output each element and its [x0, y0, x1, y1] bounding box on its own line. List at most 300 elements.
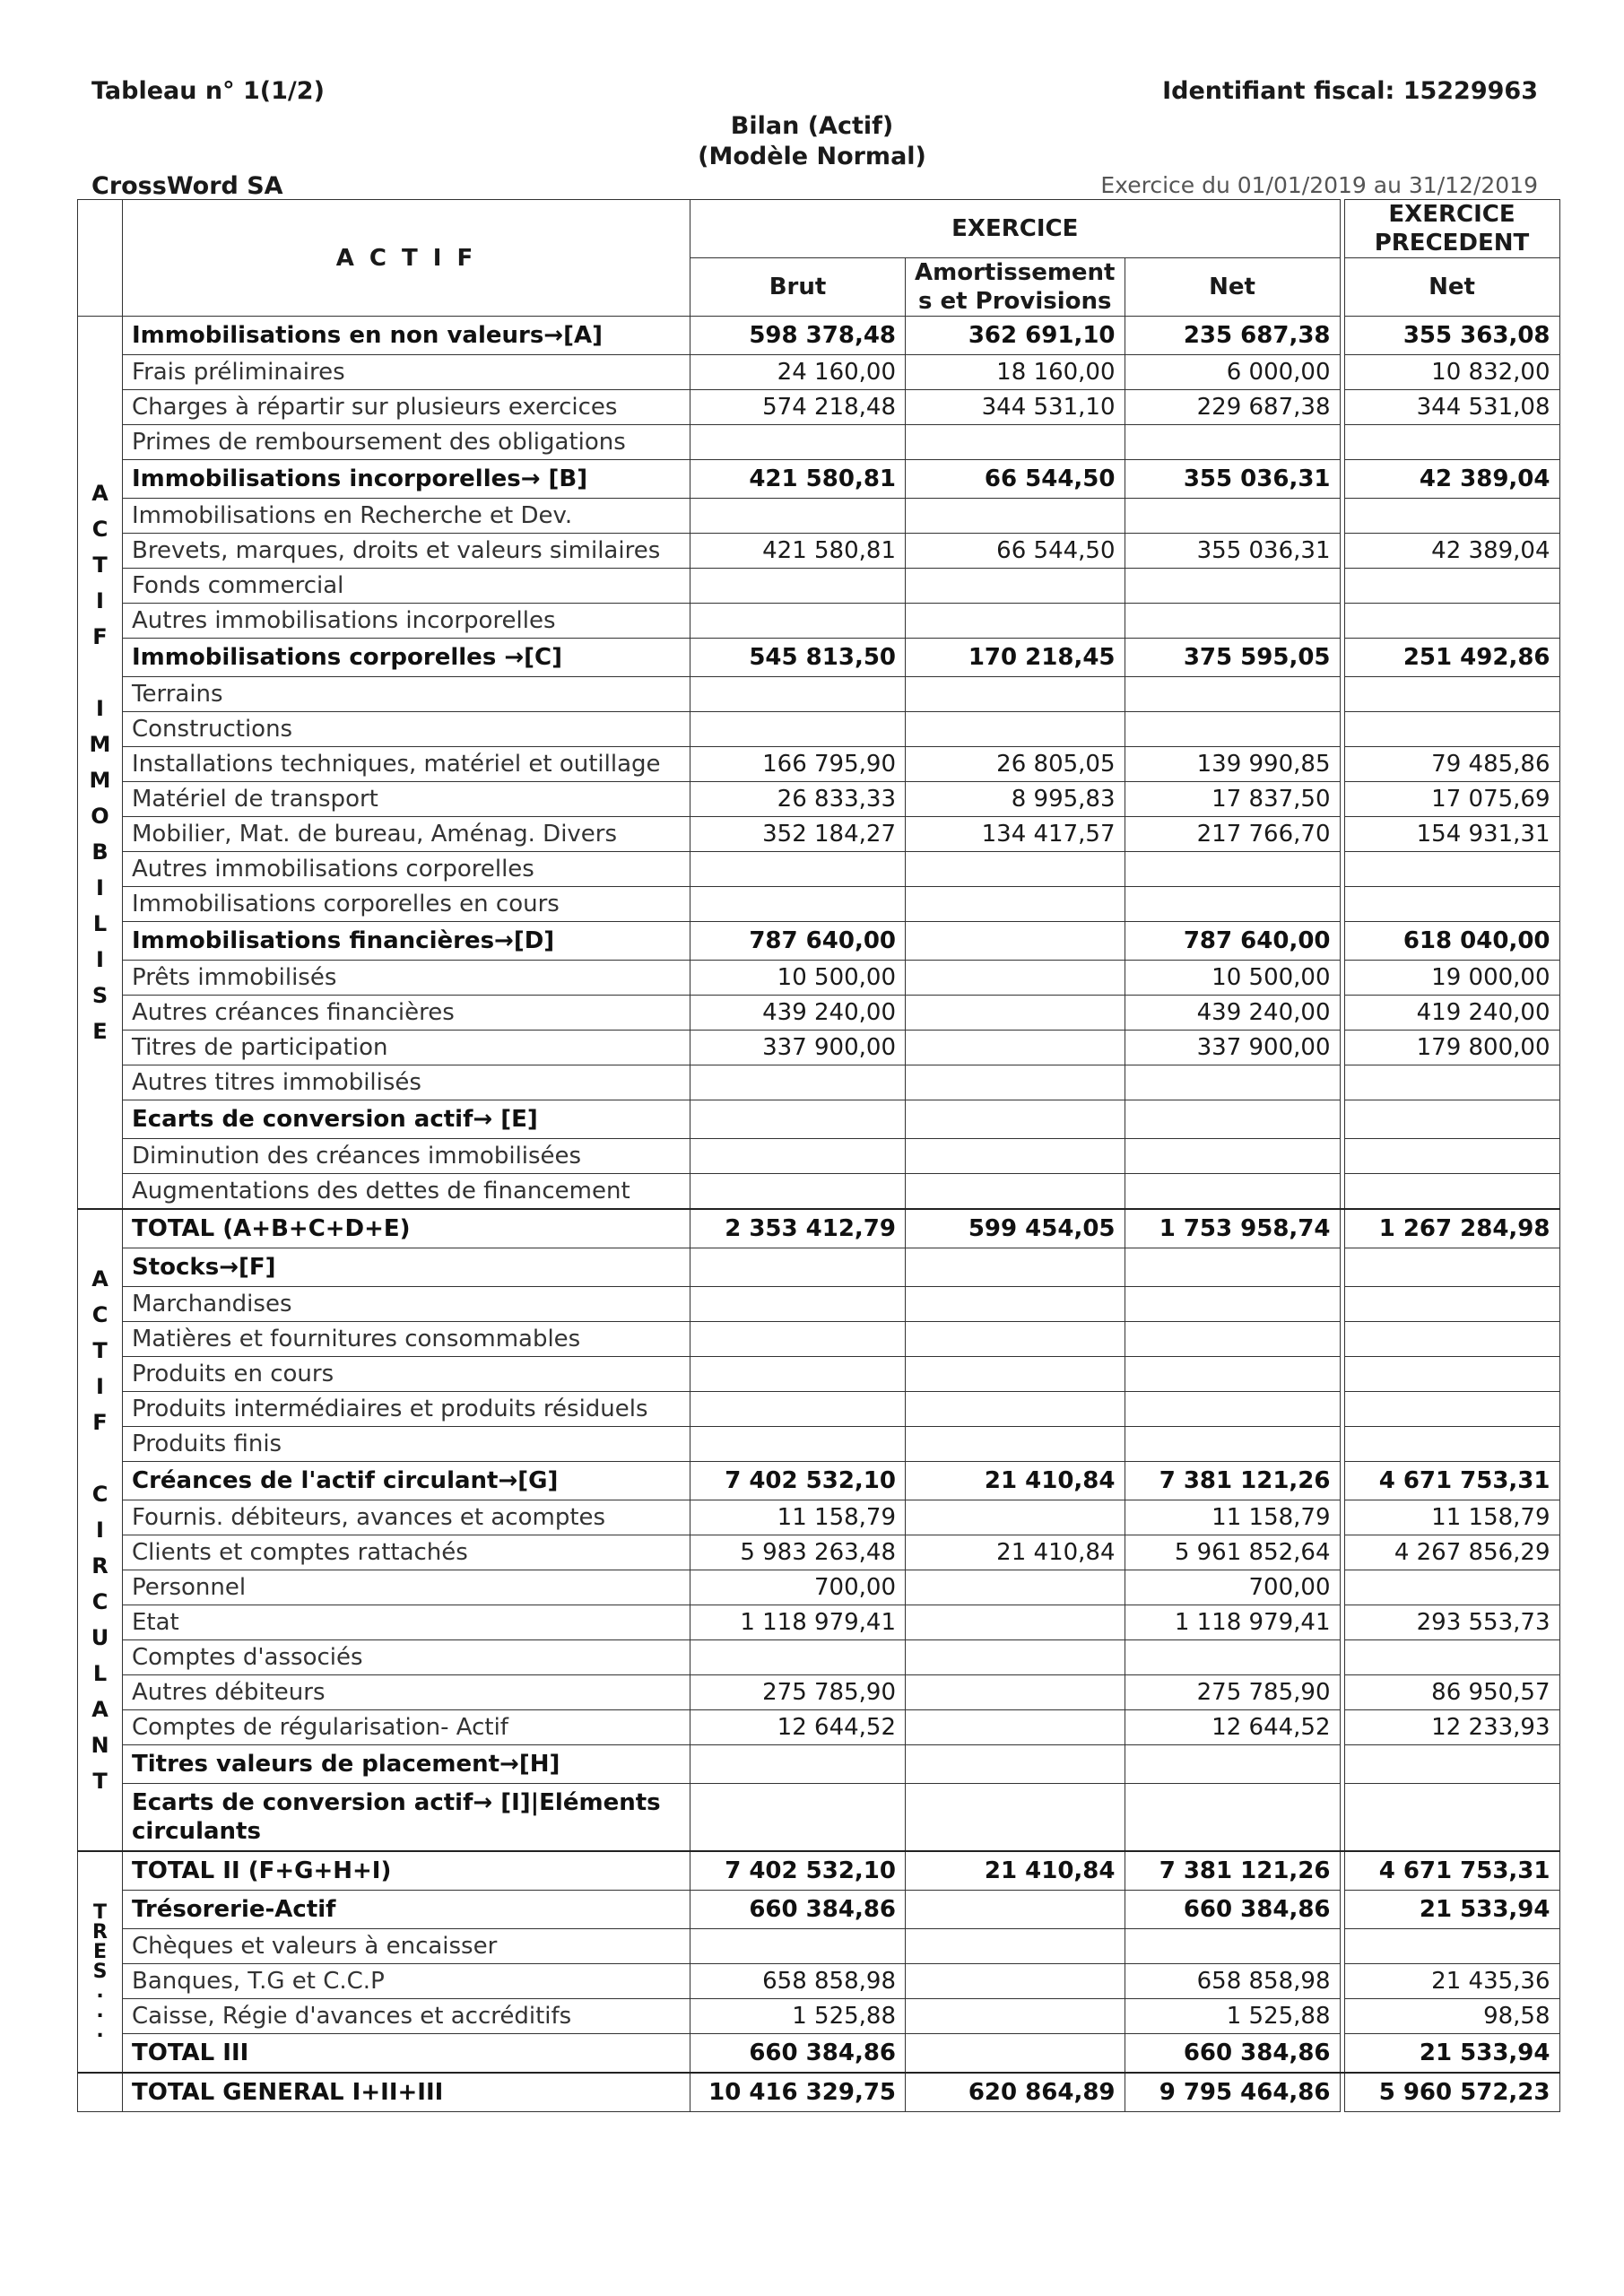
- cell-net: [1125, 425, 1340, 460]
- cell-net-precedent: 355 363,08: [1344, 317, 1559, 355]
- cell-net-precedent: 21 533,94: [1344, 2034, 1559, 2074]
- cell-brut: 421 580,81: [690, 534, 906, 569]
- cell-net-precedent: [1344, 712, 1559, 747]
- cell-amortissement: 170 218,45: [906, 639, 1125, 677]
- cell-net: [1125, 569, 1340, 604]
- table-row: [78, 1357, 1560, 1392]
- cell-amortissement: [906, 1745, 1125, 1784]
- row-label: Mobilier, Mat. de bureau, Aménag. Divers: [123, 817, 690, 852]
- cell-amortissement: [906, 922, 1125, 961]
- row-label: Ecarts de conversion actif→ [I]|Eléments circulants: [123, 1784, 690, 1852]
- cell-amortissement: [906, 1174, 1125, 1210]
- header-prec-net: Net: [1344, 258, 1559, 317]
- cell-net: 660 384,86: [1125, 1891, 1340, 1929]
- table-row: [78, 922, 1560, 961]
- cell-brut: [690, 852, 906, 887]
- section-side-label: [78, 317, 123, 1210]
- cell-brut: 2 353 412,79: [690, 1209, 906, 1248]
- cell-amortissement: 134 417,57: [906, 817, 1125, 852]
- row-label: Titres de participation: [123, 1031, 690, 1065]
- cell-brut: [690, 1287, 906, 1322]
- side-letter: M: [89, 732, 111, 757]
- cell-brut: [690, 1065, 906, 1100]
- cell-brut: 11 158,79: [690, 1500, 906, 1535]
- table-row: [78, 499, 1560, 534]
- cell-net-precedent: 293 553,73: [1344, 1605, 1559, 1640]
- side-letter: I: [96, 1374, 104, 1399]
- row-label: TOTAL (A+B+C+D+E): [123, 1209, 690, 1248]
- cell-net: 375 595,05: [1125, 639, 1340, 677]
- row-label: Chèques et valeurs à encaisser: [123, 1929, 690, 1964]
- cell-amortissement: [906, 1999, 1125, 2034]
- cell-net-precedent: [1344, 887, 1559, 922]
- row-label: Primes de remboursement des obligations: [123, 425, 690, 460]
- cell-amortissement: 66 544,50: [906, 460, 1125, 499]
- side-letter: C: [91, 1482, 109, 1507]
- cell-brut: [690, 1640, 906, 1675]
- table-row: [78, 460, 1560, 499]
- title-line-1: Bilan (Actif): [730, 112, 894, 140]
- side-letter: T: [92, 552, 108, 578]
- cell-amortissement: 21 410,84: [906, 1535, 1125, 1570]
- header-brut: Brut: [690, 258, 906, 317]
- cell-net-precedent: [1344, 604, 1559, 639]
- cell-net: [1125, 1139, 1340, 1174]
- cell-amortissement: [906, 1100, 1125, 1139]
- cell-net: 355 036,31: [1125, 460, 1340, 499]
- header-amort-line-2: s et Provisions: [918, 288, 1112, 315]
- cell-brut: [690, 712, 906, 747]
- cell-brut: [690, 1784, 906, 1852]
- cell-net-precedent: 5 960 572,23: [1344, 2073, 1559, 2112]
- cell-net: 787 640,00: [1125, 922, 1340, 961]
- cell-net-precedent: 344 531,08: [1344, 390, 1559, 425]
- table-row: [78, 1745, 1560, 1784]
- side-letter: C: [91, 1589, 109, 1614]
- cell-brut: 7 402 532,10: [690, 1851, 906, 1891]
- row-label: TOTAL III: [123, 2034, 690, 2074]
- header-prec-line-2: PRECEDENT: [1374, 230, 1530, 257]
- row-label: Autres créances financières: [123, 996, 690, 1031]
- row-label: Personnel: [123, 1570, 690, 1605]
- side-letter: A: [91, 481, 109, 506]
- cell-amortissement: [906, 1570, 1125, 1605]
- table-row: [78, 1605, 1560, 1640]
- cell-brut: 352 184,27: [690, 817, 906, 852]
- cell-net-precedent: 1 267 284,98: [1344, 1209, 1559, 1248]
- row-label: TOTAL GENERAL I+II+III: [123, 2073, 690, 2112]
- row-label: Terrains: [123, 677, 690, 712]
- cell-brut: 12 644,52: [690, 1710, 906, 1745]
- cell-amortissement: [906, 1891, 1125, 1929]
- cell-net-precedent: 4 671 753,31: [1344, 1851, 1559, 1891]
- table-row: [78, 1392, 1560, 1427]
- cell-net-precedent: [1344, 1570, 1559, 1605]
- cell-brut: 7 402 532,10: [690, 1462, 906, 1500]
- cell-amortissement: [906, 1784, 1125, 1852]
- side-letter: [80, 655, 120, 691]
- side-letter: .: [96, 1979, 104, 2003]
- row-label: Brevets, marques, droits et valeurs similaires: [123, 534, 690, 569]
- page-title: [0, 111, 1624, 172]
- table-row: [78, 1784, 1560, 1852]
- table-row: [78, 1248, 1560, 1287]
- table-number: Tableau n° 1(1/2): [91, 77, 325, 105]
- cell-brut: 700,00: [690, 1570, 906, 1605]
- row-label: Produits intermédiaires et produits résiduels: [123, 1392, 690, 1427]
- cell-amortissement: 362 691,10: [906, 317, 1125, 355]
- row-label: Immobilisations corporelles →[C]: [123, 639, 690, 677]
- cell-amortissement: [906, 1031, 1125, 1065]
- cell-net: 1 525,88: [1125, 1999, 1340, 2034]
- table-row: [78, 712, 1560, 747]
- side-letter: [80, 1225, 120, 1261]
- cell-net-precedent: 618 040,00: [1344, 922, 1559, 961]
- table-row: [78, 1999, 1560, 2034]
- cell-amortissement: 18 160,00: [906, 355, 1125, 390]
- cell-amortissement: [906, 2034, 1125, 2074]
- cell-net-precedent: 21 533,94: [1344, 1891, 1559, 1929]
- side-letter: N: [91, 1733, 109, 1758]
- cell-amortissement: [906, 425, 1125, 460]
- cell-brut: 1 525,88: [690, 1999, 906, 2034]
- cell-brut: [690, 1745, 906, 1784]
- cell-brut: [690, 1427, 906, 1462]
- cell-net-precedent: 154 931,31: [1344, 817, 1559, 852]
- cell-net: 11 158,79: [1125, 1500, 1340, 1535]
- cell-net: 6 000,00: [1125, 355, 1340, 390]
- row-label: Comptes d'associés: [123, 1640, 690, 1675]
- cell-net: [1125, 1427, 1340, 1462]
- cell-brut: 574 218,48: [690, 390, 906, 425]
- table-row: [78, 317, 1560, 355]
- side-letter: .: [96, 1999, 104, 2022]
- cell-net: 12 644,52: [1125, 1710, 1340, 1745]
- cell-net-precedent: 251 492,86: [1344, 639, 1559, 677]
- fiscal-id: Identifiant fiscal: 15229963: [1162, 77, 1538, 105]
- side-letter: R: [92, 1920, 108, 1944]
- table-row: [78, 961, 1560, 996]
- table-row: [78, 1640, 1560, 1675]
- cell-net: 1 118 979,41: [1125, 1605, 1340, 1640]
- cell-net-precedent: 11 158,79: [1344, 1500, 1559, 1535]
- cell-net-precedent: [1344, 1392, 1559, 1427]
- row-label: Etat: [123, 1605, 690, 1640]
- cell-net: 10 500,00: [1125, 961, 1340, 996]
- side-letter: A: [91, 1266, 109, 1292]
- table-row: [78, 425, 1560, 460]
- cell-brut: 545 813,50: [690, 639, 906, 677]
- exercise-period: Exercice du 01/01/2019 au 31/12/2019: [1100, 172, 1538, 198]
- cell-amortissement: [906, 1710, 1125, 1745]
- table-row: [78, 1209, 1560, 1248]
- side-letter: S: [91, 983, 109, 1008]
- table-row: [78, 996, 1560, 1031]
- row-label: Immobilisations corporelles en cours: [123, 887, 690, 922]
- header-corner: [78, 200, 123, 317]
- row-label: Produits finis: [123, 1427, 690, 1462]
- cell-net: [1125, 1100, 1340, 1139]
- cell-brut: 787 640,00: [690, 922, 906, 961]
- header-amortissement: [906, 258, 1125, 317]
- cell-net: 235 687,38: [1125, 317, 1340, 355]
- side-letter: O: [91, 804, 109, 829]
- side-letter: A: [91, 1697, 109, 1722]
- cell-net-precedent: 179 800,00: [1344, 1031, 1559, 1065]
- cell-net: 1 753 958,74: [1125, 1209, 1340, 1248]
- cell-brut: [690, 1174, 906, 1210]
- row-label: Immobilisations financières→[D]: [123, 922, 690, 961]
- side-letter: E: [92, 1940, 108, 1963]
- cell-amortissement: [906, 569, 1125, 604]
- side-letter: I: [96, 696, 104, 721]
- cell-amortissement: 620 864,89: [906, 2073, 1125, 2112]
- balance-sheet-table: [77, 199, 1560, 2112]
- cell-amortissement: [906, 1392, 1125, 1427]
- table-row: [78, 569, 1560, 604]
- cell-net: [1125, 499, 1340, 534]
- cell-net: 658 858,98: [1125, 1964, 1340, 1999]
- cell-net: 337 900,00: [1125, 1031, 1340, 1065]
- cell-net: [1125, 1745, 1340, 1784]
- cell-amortissement: [906, 1065, 1125, 1100]
- cell-net-precedent: [1344, 1287, 1559, 1322]
- cell-amortissement: 21 410,84: [906, 1851, 1125, 1891]
- cell-net-precedent: 86 950,57: [1344, 1675, 1559, 1710]
- cell-net-precedent: [1344, 1248, 1559, 1287]
- side-letter: B: [91, 839, 109, 865]
- section-side-label: [78, 1209, 123, 1851]
- cell-amortissement: 599 454,05: [906, 1209, 1125, 1248]
- cell-amortissement: [906, 1287, 1125, 1322]
- cell-amortissement: [906, 1248, 1125, 1287]
- row-label: Caisse, Régie d'avances et accréditifs: [123, 1999, 690, 2034]
- cell-brut: [690, 1392, 906, 1427]
- title-line-2: (Modèle Normal): [698, 143, 926, 170]
- table-row: [78, 1929, 1560, 1964]
- table-row: [78, 1462, 1560, 1500]
- cell-net-precedent: 98,58: [1344, 1999, 1559, 2034]
- cell-amortissement: [906, 961, 1125, 996]
- table-row: [78, 390, 1560, 425]
- side-letter: M: [89, 768, 111, 793]
- cell-brut: [690, 569, 906, 604]
- table-row: [78, 1570, 1560, 1605]
- cell-net-precedent: [1344, 499, 1559, 534]
- row-label: Charges à répartir sur plusieurs exercices: [123, 390, 690, 425]
- cell-amortissement: [906, 996, 1125, 1031]
- table-row: [78, 1675, 1560, 1710]
- table-row: [78, 1139, 1560, 1174]
- cell-brut: [690, 1357, 906, 1392]
- side-letter: I: [96, 1518, 104, 1543]
- table-row: [78, 1851, 1560, 1891]
- row-label: Marchandises: [123, 1287, 690, 1322]
- header-net: Net: [1125, 258, 1340, 317]
- cell-brut: 337 900,00: [690, 1031, 906, 1065]
- cell-net: 17 837,50: [1125, 782, 1340, 817]
- cell-net-precedent: [1344, 1745, 1559, 1784]
- cell-brut: 275 785,90: [690, 1675, 906, 1710]
- row-label: Banques, T.G et C.C.P: [123, 1964, 690, 1999]
- cell-brut: [690, 604, 906, 639]
- cell-net: [1125, 604, 1340, 639]
- cell-brut: [690, 1248, 906, 1287]
- row-label: Fonds commercial: [123, 569, 690, 604]
- cell-net: [1125, 1784, 1340, 1852]
- cell-amortissement: 8 995,83: [906, 782, 1125, 817]
- cell-net-precedent: [1344, 1784, 1559, 1852]
- side-letter: .: [96, 2019, 104, 2042]
- cell-brut: 439 240,00: [690, 996, 906, 1031]
- cell-net-precedent: [1344, 1100, 1559, 1139]
- cell-net: [1125, 712, 1340, 747]
- table-row: [78, 1322, 1560, 1357]
- cell-brut: [690, 1929, 906, 1964]
- row-label: Comptes de régularisation- Actif: [123, 1710, 690, 1745]
- cell-amortissement: [906, 712, 1125, 747]
- row-label: Prêts immobilisés: [123, 961, 690, 996]
- cell-brut: 5 983 263,48: [690, 1535, 906, 1570]
- row-label: Matières et fournitures consommables: [123, 1322, 690, 1357]
- row-label: Immobilisations en Recherche et Dev.: [123, 499, 690, 534]
- table-body: [78, 317, 1560, 2112]
- table-row: [78, 1964, 1560, 1999]
- row-label: Autres immobilisations corporelles: [123, 852, 690, 887]
- table-row: [78, 1500, 1560, 1535]
- cell-net: 660 384,86: [1125, 2034, 1340, 2074]
- cell-net-precedent: 419 240,00: [1344, 996, 1559, 1031]
- cell-amortissement: [906, 1357, 1125, 1392]
- cell-net-precedent: 79 485,86: [1344, 747, 1559, 782]
- header-amort-line-1: Amortissement: [915, 259, 1116, 286]
- cell-amortissement: [906, 1964, 1125, 1999]
- cell-brut: 660 384,86: [690, 1891, 906, 1929]
- row-label: Immobilisations en non valeurs→[A]: [123, 317, 690, 355]
- cell-net: 355 036,31: [1125, 534, 1340, 569]
- cell-net-precedent: [1344, 425, 1559, 460]
- table-row: [78, 1891, 1560, 1929]
- company-name: CrossWord SA: [91, 172, 283, 200]
- cell-amortissement: [906, 1322, 1125, 1357]
- cell-brut: 10 500,00: [690, 961, 906, 996]
- table-row: [78, 817, 1560, 852]
- row-label: Ecarts de conversion actif→ [E]: [123, 1100, 690, 1139]
- table-row: [78, 534, 1560, 569]
- cell-net-precedent: [1344, 1174, 1559, 1210]
- cell-amortissement: 66 544,50: [906, 534, 1125, 569]
- row-label: Clients et comptes rattachés: [123, 1535, 690, 1570]
- cell-net: 7 381 121,26: [1125, 1462, 1340, 1500]
- row-label: Trésorerie-Actif: [123, 1891, 690, 1929]
- row-label: Autres titres immobilisés: [123, 1065, 690, 1100]
- table-row: [78, 1174, 1560, 1210]
- table-row: [78, 1065, 1560, 1100]
- cell-amortissement: [906, 1500, 1125, 1535]
- row-label: Titres valeurs de placement→[H]: [123, 1745, 690, 1784]
- table-row: [78, 747, 1560, 782]
- table-row: [78, 1287, 1560, 1322]
- side-letter: [80, 1799, 120, 1835]
- cell-net: [1125, 1322, 1340, 1357]
- side-letter: S: [92, 1960, 108, 1983]
- side-letter: [80, 1883, 120, 1903]
- cell-net-precedent: [1344, 1929, 1559, 1964]
- cell-brut: 660 384,86: [690, 2034, 906, 2074]
- table-row: [78, 1100, 1560, 1139]
- table-header: [78, 200, 1560, 317]
- row-label: Fournis. débiteurs, avances et acomptes: [123, 1500, 690, 1535]
- row-label: Installations techniques, matériel et outillage: [123, 747, 690, 782]
- side-letter: [80, 1440, 120, 1476]
- cell-net-precedent: 17 075,69: [1344, 782, 1559, 817]
- side-letter: I: [96, 875, 104, 900]
- table-row: [78, 1427, 1560, 1462]
- cell-net: 700,00: [1125, 1570, 1340, 1605]
- cell-net-precedent: 42 389,04: [1344, 460, 1559, 499]
- header-actif: A C T I F: [123, 200, 690, 317]
- table-row: [78, 639, 1560, 677]
- cell-net: [1125, 1392, 1340, 1427]
- row-label: Autres immobilisations incorporelles: [123, 604, 690, 639]
- cell-net-precedent: [1344, 1139, 1559, 1174]
- cell-net: [1125, 1640, 1340, 1675]
- cell-brut: 1 118 979,41: [690, 1605, 906, 1640]
- cell-net-precedent: 10 832,00: [1344, 355, 1559, 390]
- cell-net: [1125, 677, 1340, 712]
- side-letter: T: [92, 1769, 108, 1794]
- cell-net-precedent: 42 389,04: [1344, 534, 1559, 569]
- cell-amortissement: [906, 887, 1125, 922]
- side-letter: F: [92, 1410, 108, 1435]
- cell-net: [1125, 852, 1340, 887]
- table-row: [78, 677, 1560, 712]
- cell-amortissement: [906, 1605, 1125, 1640]
- row-label: Créances de l'actif circulant→[G]: [123, 1462, 690, 1500]
- cell-net: 275 785,90: [1125, 1675, 1340, 1710]
- cell-net: [1125, 1929, 1340, 1964]
- cell-net: 217 766,70: [1125, 817, 1340, 852]
- cell-brut: [690, 1322, 906, 1357]
- cell-amortissement: 26 805,05: [906, 747, 1125, 782]
- cell-net: 7 381 121,26: [1125, 1851, 1340, 1891]
- cell-net-precedent: 19 000,00: [1344, 961, 1559, 996]
- cell-brut: [690, 677, 906, 712]
- cell-net: 139 990,85: [1125, 747, 1340, 782]
- cell-amortissement: [906, 1139, 1125, 1174]
- table-row: [78, 1535, 1560, 1570]
- cell-brut: 166 795,90: [690, 747, 906, 782]
- side-letter: C: [91, 517, 109, 542]
- row-label: Stocks→[F]: [123, 1248, 690, 1287]
- side-letter: E: [92, 1019, 108, 1044]
- side-letter: F: [92, 624, 108, 649]
- side-letter: R: [91, 1553, 109, 1578]
- cell-amortissement: [906, 852, 1125, 887]
- cell-amortissement: [906, 1427, 1125, 1462]
- cell-net-precedent: [1344, 852, 1559, 887]
- side-letter: U: [91, 1625, 109, 1650]
- cell-net-precedent: 12 233,93: [1344, 1710, 1559, 1745]
- cell-brut: 26 833,33: [690, 782, 906, 817]
- cell-net-precedent: [1344, 1427, 1559, 1462]
- cell-amortissement: 344 531,10: [906, 390, 1125, 425]
- cell-net: 439 240,00: [1125, 996, 1340, 1031]
- cell-net-precedent: [1344, 1640, 1559, 1675]
- row-label: Immobilisations incorporelles→ [B]: [123, 460, 690, 499]
- cell-brut: 598 378,48: [690, 317, 906, 355]
- cell-net: [1125, 1174, 1340, 1210]
